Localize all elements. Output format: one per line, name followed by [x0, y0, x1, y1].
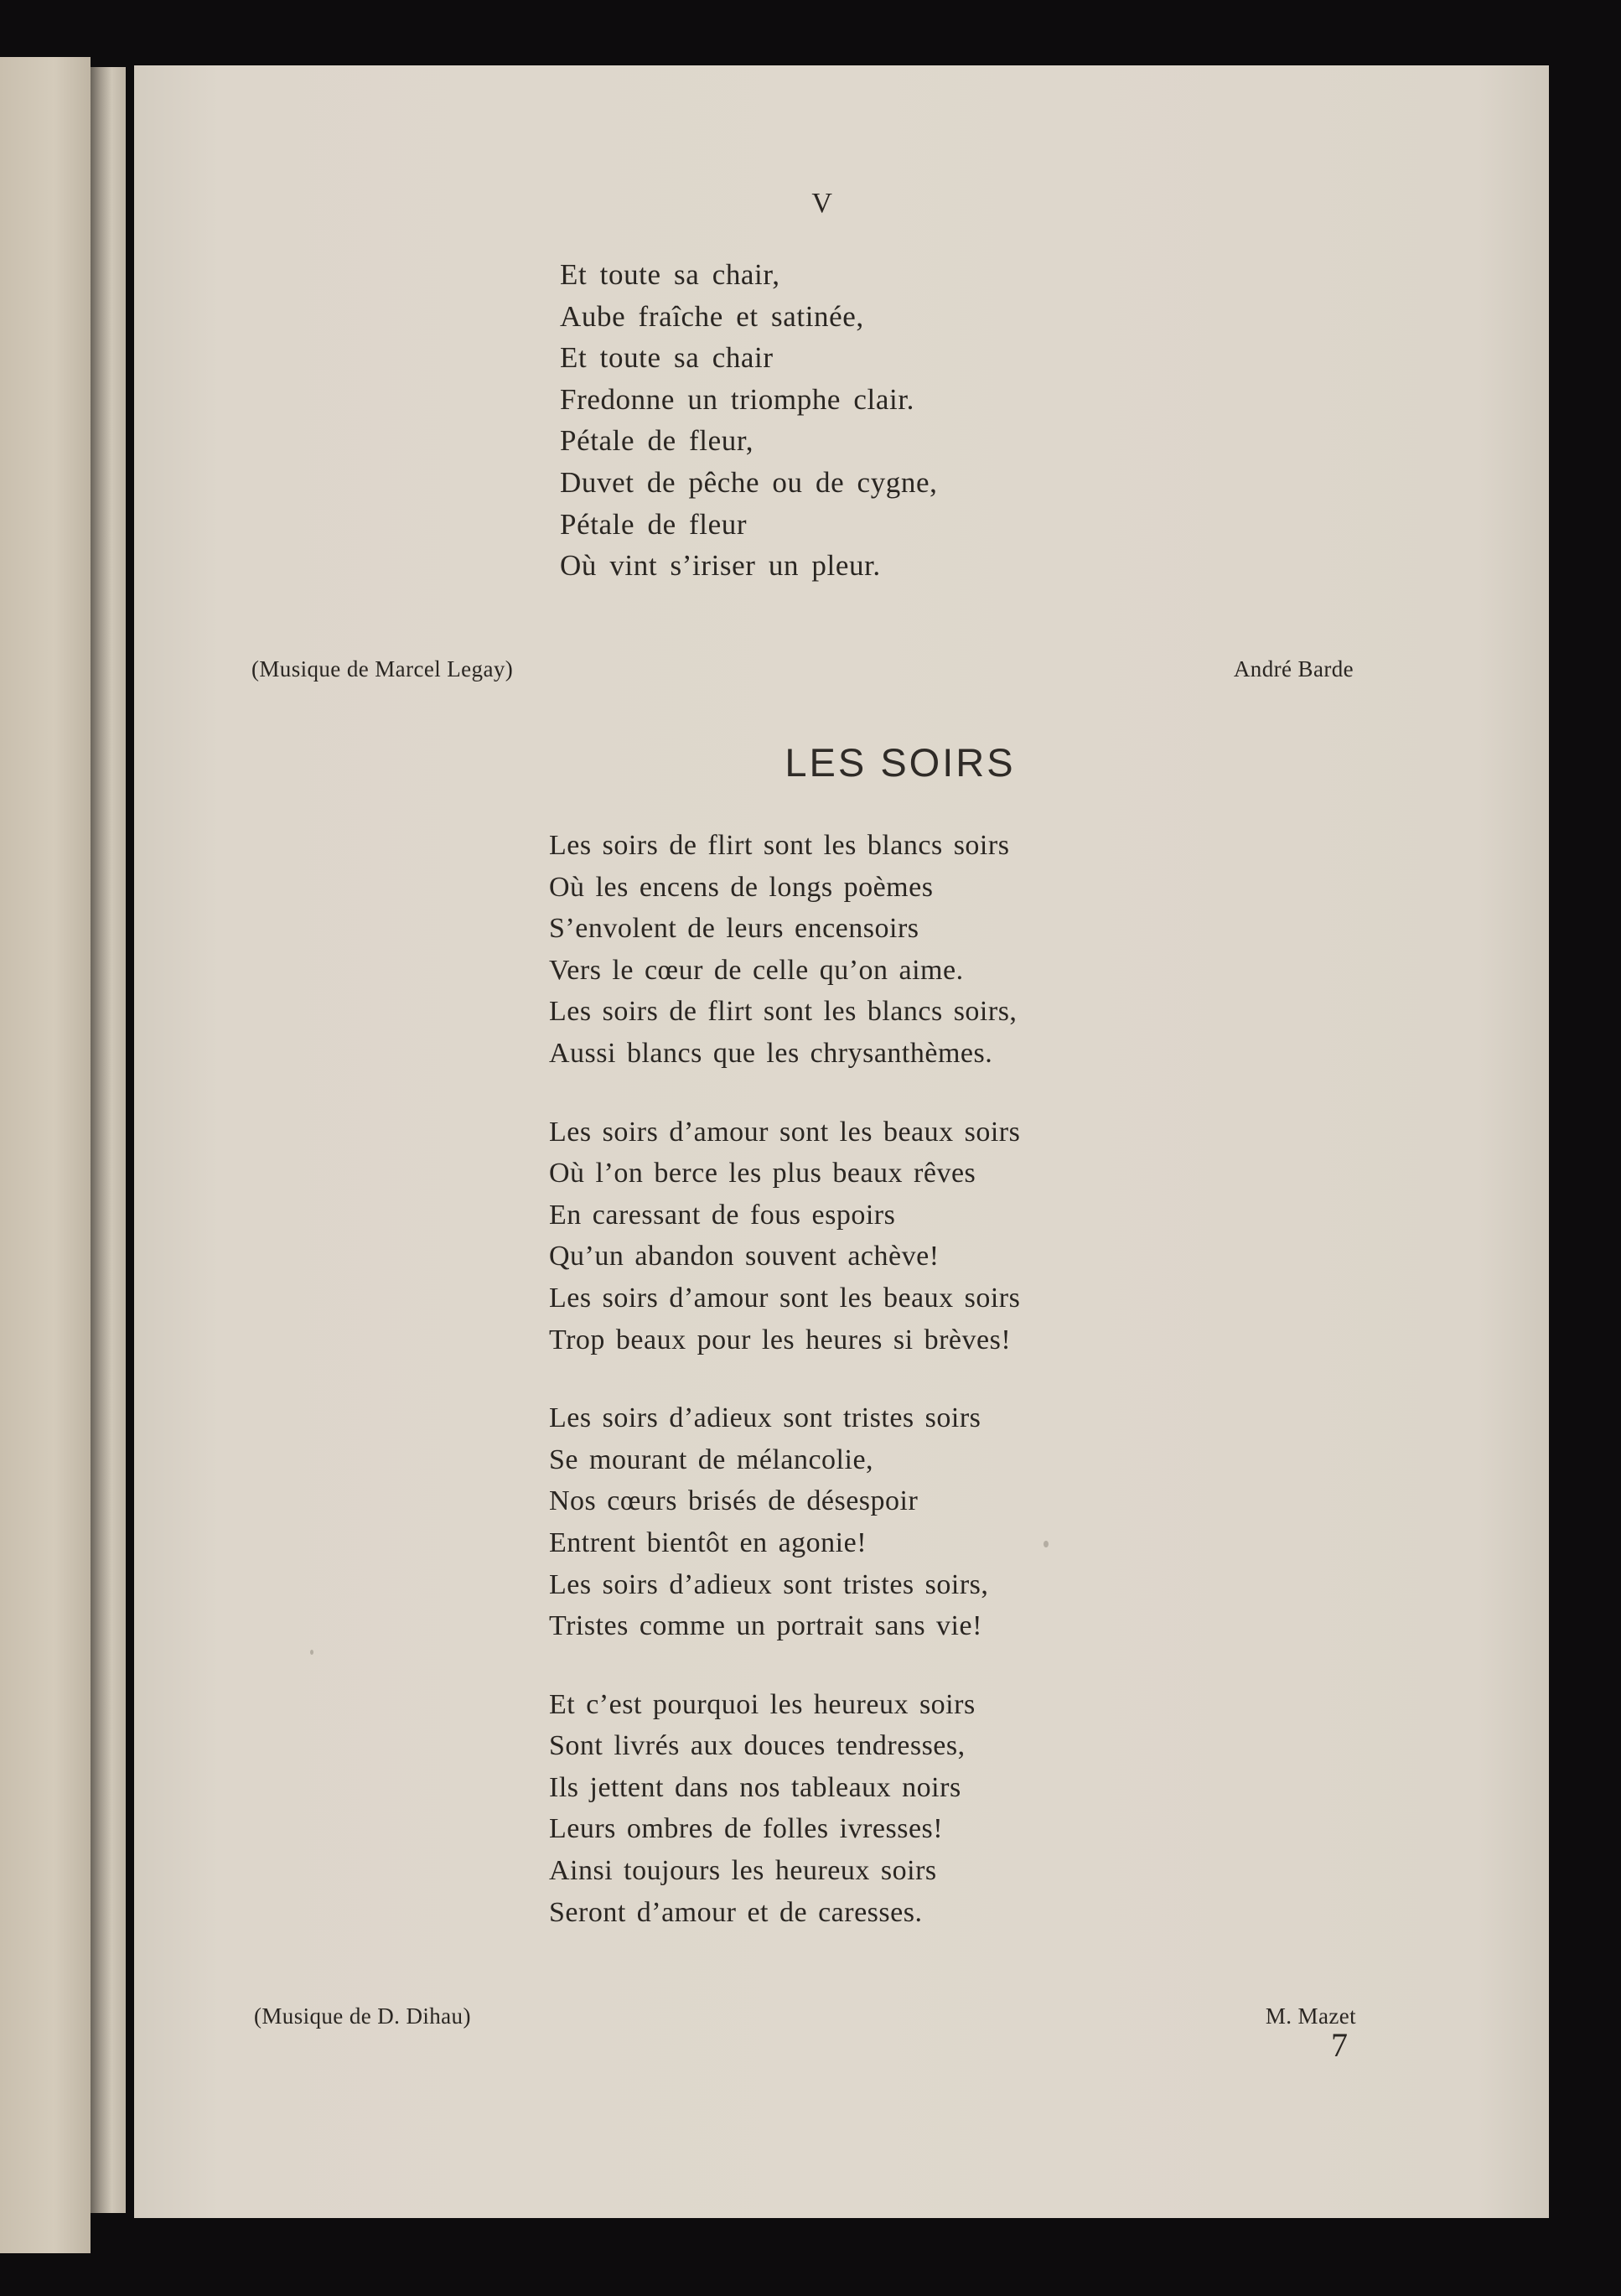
poem-line: Leurs ombres de folles ivresses! — [549, 1813, 944, 1845]
poem-line: Où les encens de longs poèmes — [549, 871, 934, 903]
poem-line: Trop beaux pour les heures si brèves! — [549, 1324, 1012, 1355]
facing-page-edge — [0, 57, 91, 2253]
poem-line: Les soirs de flirt sont les blancs soirs, — [549, 996, 1018, 1028]
author-name: André Barde — [1233, 656, 1354, 682]
poem-line: Qu’un abandon souvent achève! — [549, 1241, 940, 1272]
poem-line: Ainsi toujours les heureux soirs — [549, 1855, 937, 1887]
poem-line: Et toute sa chair — [560, 341, 774, 375]
paper-speck — [310, 1650, 313, 1655]
stanza — [549, 825, 1020, 1075]
poem-line: Les soirs de flirt sont les blancs soirs — [549, 830, 1010, 861]
poem-line: Duvet de pêche ou de cygne, — [560, 465, 938, 499]
stanza — [549, 1397, 1020, 1647]
poem-numeral: V — [811, 188, 833, 219]
poem-line: Et c’est pourquoi les heureux soirs — [549, 1688, 976, 1720]
poem-line: Tristes comme un portrait sans vie! — [549, 1610, 982, 1642]
book-page — [134, 65, 1549, 2218]
poem-line: Ils jettent dans nos tableaux noirs — [549, 1771, 961, 1803]
author-name: M. Mazet — [1265, 2003, 1356, 2029]
book-gutter — [91, 67, 126, 2213]
stanza — [549, 1684, 1020, 1934]
stanza — [549, 1112, 1020, 1361]
poem-line: Aube fraîche et satinée, — [560, 299, 864, 333]
poem-line: Les soirs d’adieux sont tristes soirs — [549, 1402, 981, 1434]
poem-line: Et toute sa chair, — [560, 258, 780, 291]
poem-line: Les soirs d’adieux sont tristes soirs, — [549, 1568, 989, 1600]
poem-les-soirs — [549, 825, 1020, 1933]
poem-v — [560, 188, 938, 587]
poem-line: Les soirs d’amour sont les beaux soirs — [549, 1282, 1021, 1314]
music-credit: (Musique de D. Dihau) — [254, 2003, 471, 2029]
poem-line: Les soirs d’amour sont les beaux soirs — [549, 1116, 1021, 1148]
poem-line: En caressant de fous espoirs — [549, 1199, 896, 1231]
poem-line: Fredonne un triomphe clair. — [560, 382, 914, 416]
poem-line: Se mourant de mélancolie, — [549, 1443, 874, 1475]
poem-line: Entrent bientôt en agonie! — [549, 1526, 867, 1558]
poem-line: Aussi blancs que les chrysanthèmes. — [549, 1037, 993, 1069]
poem-line: Nos cœurs brisés de désespoir — [549, 1485, 919, 1517]
poem-line: Sont livrés aux douces tendresses, — [549, 1730, 966, 1762]
music-credit: (Musique de Marcel Legay) — [251, 656, 514, 682]
poem-title: LES SOIRS — [785, 740, 1016, 785]
page-number: 7 — [1331, 2026, 1348, 2064]
poem-line: Pétale de fleur, — [560, 424, 754, 458]
poem-line: S’envolent de leurs encensoirs — [549, 913, 919, 945]
poem-line: Où l’on berce les plus beaux rêves — [549, 1158, 976, 1189]
poem-line: Vers le cœur de celle qu’on aime. — [549, 954, 964, 986]
poem-line: Pétale de fleur — [560, 507, 748, 541]
poem-line: Où vint s’iriser un pleur. — [560, 549, 881, 583]
poem-line: Seront d’amour et de caresses. — [549, 1896, 923, 1928]
paper-speck — [1044, 1541, 1049, 1547]
